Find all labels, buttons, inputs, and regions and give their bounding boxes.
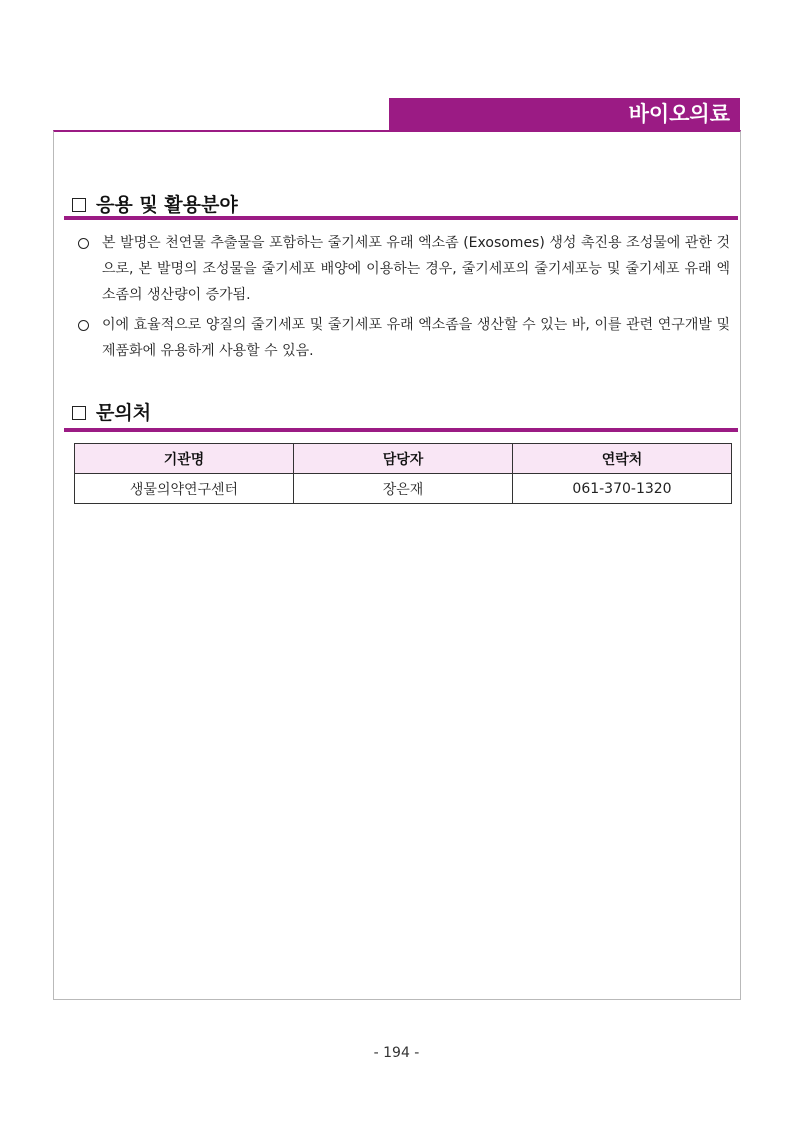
bullet-item xyxy=(78,312,730,364)
circle-bullet-icon xyxy=(78,320,89,331)
circle-bullet-icon xyxy=(78,238,89,249)
checkbox-square-icon xyxy=(72,198,86,212)
header-person: 담당자 xyxy=(294,444,513,474)
bullet-text: 이에 효율적으로 양질의 줄기세포 및 줄기세포 유래 엑소좀을 생산할 수 있는 바, 이를 관련 연구개발 및 제품화에 유용하게 사용할 수 있음. xyxy=(102,317,730,359)
section-title-application: 응용 및 활용분야 xyxy=(96,194,238,216)
header-phone: 연락처 xyxy=(513,444,732,474)
checkbox-square-icon xyxy=(72,406,86,420)
section-heading-application xyxy=(72,193,238,217)
category-tab: 바이오의료 xyxy=(389,98,740,130)
bullet-text: 본 발명은 천연물 추출물을 포함하는 줄기세포 유래 엑소좀 (Exosomes) 생성 촉진용 조성물에 관한 것으로, 본 발명의 조성물을 줄기세포 배양에 이용하는 경우, 줄기세포의 줄기세포능 및 줄기세포 유래 엑소좀의 생산량이 증가됨. xyxy=(102,235,730,303)
page-number: - 194 - xyxy=(373,1045,420,1061)
table-row xyxy=(75,474,732,504)
table-header-row xyxy=(75,444,732,474)
cell-phone: 061-370-1320 xyxy=(513,474,732,504)
section-title-contact: 문의처 xyxy=(96,402,152,424)
header-organization: 기관명 xyxy=(75,444,294,474)
cell-person: 장은재 xyxy=(294,474,513,504)
section-heading-contact xyxy=(72,401,151,425)
section-rule-application xyxy=(64,216,738,220)
contact-table xyxy=(74,443,732,504)
bullet-item xyxy=(78,230,730,308)
section-rule-contact xyxy=(64,428,738,432)
cell-organization: 생물의약연구센터 xyxy=(75,474,294,504)
